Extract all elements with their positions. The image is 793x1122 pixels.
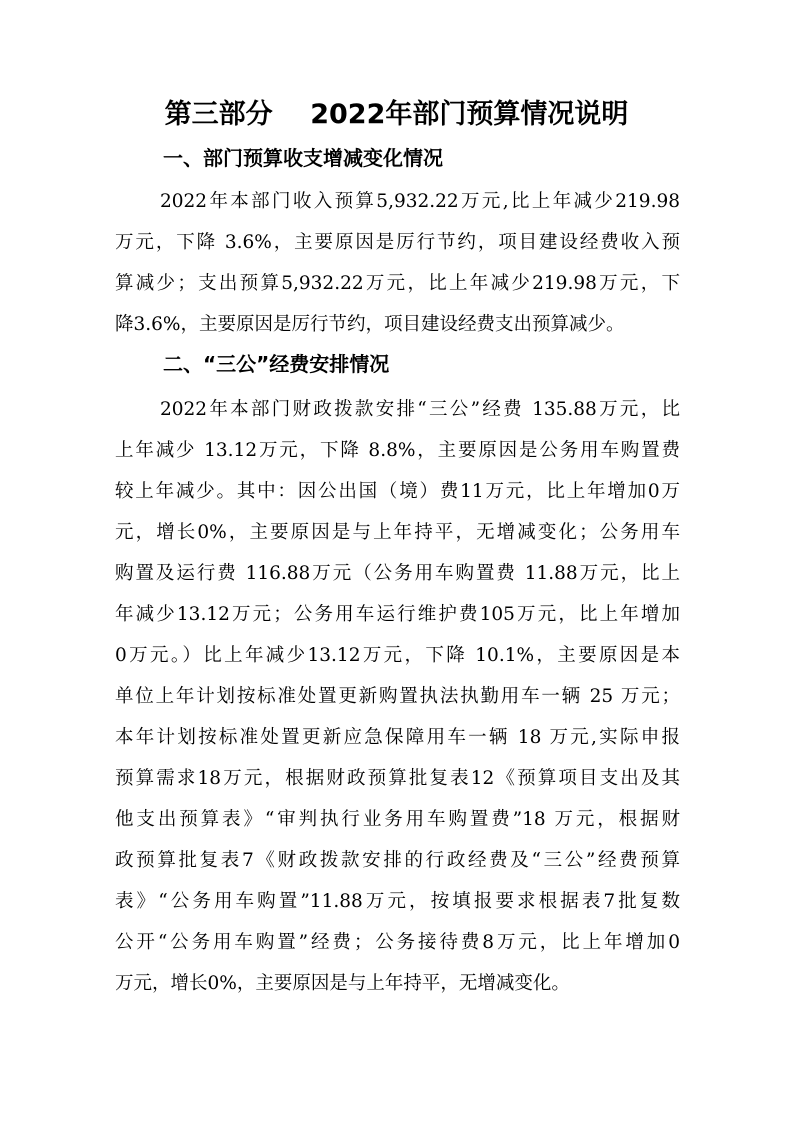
paragraph-line: 上年减少 13.12万元，下降 8.8%，主要原因是公务用车购置费: [115, 440, 680, 461]
paragraph-line: 政预算批复表7《财政拨款安排的行政经费及“三公”经费预算: [115, 850, 680, 871]
paragraph-line: 年减少13.12万元；公务用车运行维护费105万元，比上年增加: [115, 604, 680, 625]
section-heading-budget-changes: 一、部门预算收支增减变化情况: [163, 146, 443, 170]
paragraph-line: 预算需求18万元，根据财政预算批复表12《预算项目支出及其: [115, 768, 680, 789]
paragraph-line: 较上年减少。其中：因公出国（境）费11万元，比上年增加0万: [115, 481, 680, 502]
paragraph-line: 购置及运行费 116.88万元（公务用车购置费 11.88万元，比上: [115, 563, 680, 584]
paragraph-line: 元，增长0%，主要原因是与上年持平，无增减变化；公务用车: [115, 522, 680, 543]
paragraph-line: 本年计划按标准处置更新应急保障用车一辆 18 万元,实际申报: [115, 727, 680, 748]
paragraph-line: 他支出预算表》“审判执行业务用车购置费”18 万元，根据财: [115, 809, 680, 830]
paragraph-line: 表》“公务用车购置”11.88万元，按填报要求根据表7批复数: [115, 891, 680, 912]
page-title: 第三部分 2022年部门预算情况说明: [164, 99, 629, 130]
paragraph-line: 万元，增长0%，主要原因是与上年持平，无增减变化。: [115, 973, 570, 994]
paragraph-line: 算减少；支出预算5,932.22万元，比上年减少219.98万元，下: [115, 273, 680, 294]
paragraph-line: 公开“公务用车购置”经费；公务接待费8万元，比上年增加0: [115, 932, 680, 953]
paragraph-line: 2022年本部门收入预算5,932.22万元,比上年减少219.98: [160, 191, 680, 212]
paragraph-line: 万元，下降 3.6%，主要原因是厉行节约，项目建设经费收入预: [115, 232, 680, 253]
paragraph-line: 2022年本部门财政拨款安排“三公”经费 135.88万元，比: [160, 399, 680, 420]
section-heading-three-public-expenses: 二、“三公”经费安排情况: [163, 352, 390, 376]
paragraph-line: 降3.6%，主要原因是厉行节约，项目建设经费支出预算减少。: [115, 314, 625, 335]
paragraph-line: 0万元。）比上年减少13.12万元，下降 10.1%，主要原因是本: [115, 645, 680, 666]
paragraph-line: 单位上年计划按标准处置更新购置执法执勤用车一辆 25 万元；: [115, 686, 680, 707]
